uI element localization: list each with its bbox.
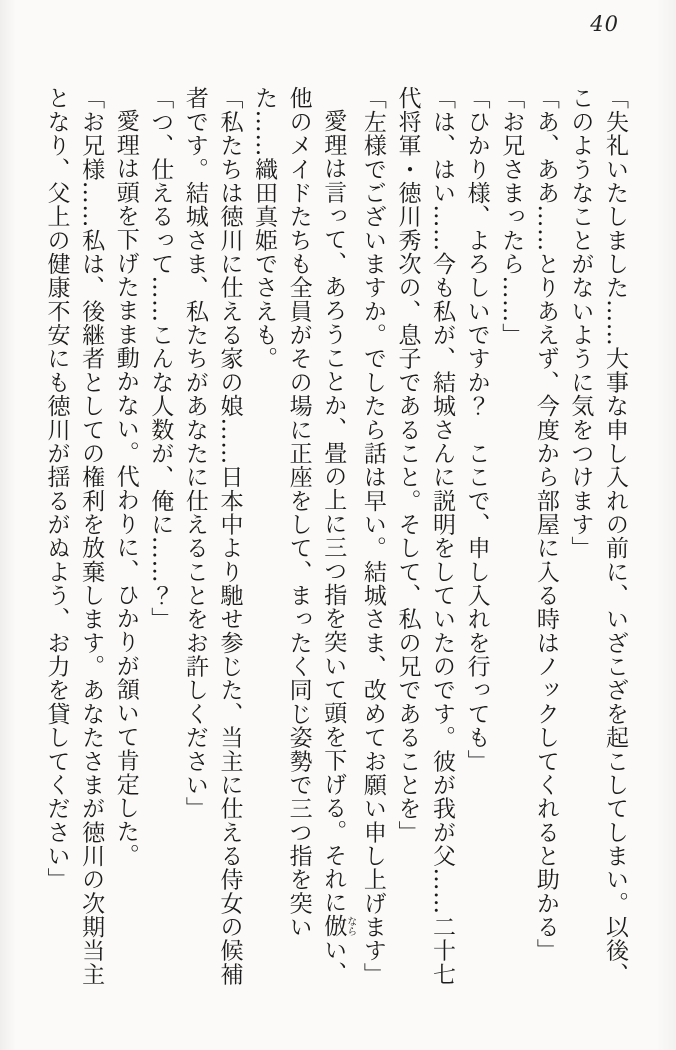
body-text xyxy=(39,86,632,988)
narration-text-before-ruby: 愛理は言って、あろうことか、畳の上に三つ指を突いて頭を下げる。それに xyxy=(320,109,347,915)
paragraph-dialogue: 「あ、ああ……とりあえず、今度から部屋に入る時はノックしてくれると助かる」 xyxy=(532,86,559,963)
ruby-base-kanji: 倣 xyxy=(320,914,347,938)
page-number: 40 xyxy=(590,12,619,36)
furigana-text: なら xyxy=(344,914,356,938)
paragraph-narration: 愛理は頭を下げたまま動かない。代わりに、ひかりが頷いて肯定した。 xyxy=(112,109,139,867)
paragraph-dialogue: 「失礼いたしました……大事な申し入れの前に、いざこざを起こしてしまい。以後、このようなことがないように気をつけます」 xyxy=(567,86,628,986)
paragraph-dialogue: 「は、はい……今も私が、結城さんに説明をしていたのです。彼が我が父……二十七代将軍・徳川秀次の、息子であること。そして、私の兄であることを」 xyxy=(394,86,456,986)
paragraph-dialogue: 「私たちは徳川に仕える家の娘……日本中より馳せ参じた、当主に仕える侍女の候補者です。結城さま、私たちがあなたに仕えることをお許しください」 xyxy=(181,86,243,986)
ruby-annotation xyxy=(320,914,356,938)
paragraph-dialogue: 「ひかり様、よろしいですか？ ここで、申し入れを行っても」 xyxy=(463,86,490,773)
paragraph-dialogue: 「お兄さまったら……」 xyxy=(498,86,525,347)
paragraph-dialogue: 「左様でございますか。でしたら話は早い。結城さま、改めてお願い申し上げます」 xyxy=(359,86,386,986)
paragraph-narration xyxy=(246,86,355,988)
paragraph-dialogue: 「お兄様……私は、後継者としての権利を放棄します。あなたさまが徳川の次期当主となり、父上の健康不安にも徳川が揺るがぬよう、お力を貸してください」 xyxy=(43,86,105,986)
paragraph-dialogue: 「つ、仕えるって……こんな人数が、俺に……？」 xyxy=(147,86,174,631)
narration-text-after-ruby: い、他のメイドたちも全員がその場に正座をして、まったく同じ姿勢で三つ指を突いた……織田真姫でさえも。 xyxy=(251,86,347,986)
